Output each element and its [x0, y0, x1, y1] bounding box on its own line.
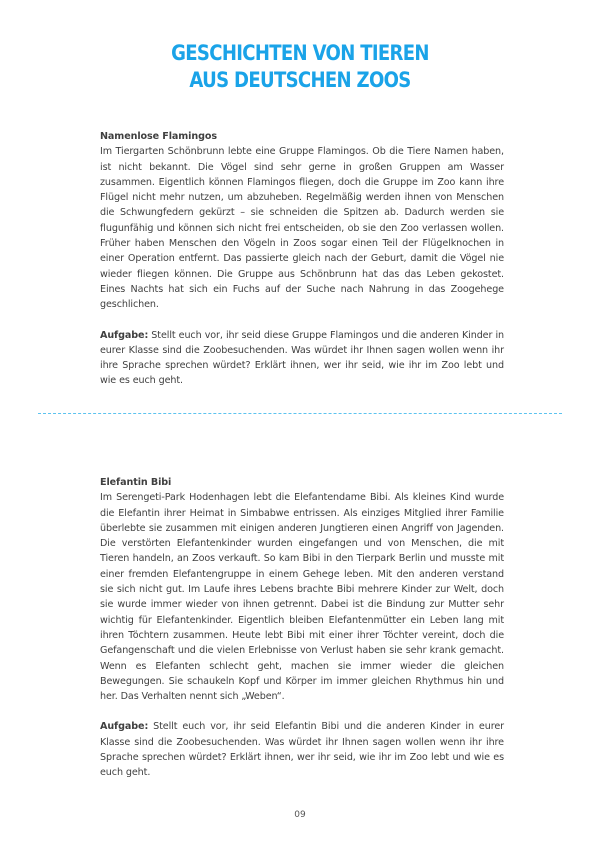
story-heading: Namenlose Flamingos	[100, 131, 217, 142]
page-title	[42, 40, 558, 94]
story-body: Im Tiergarten Schönbrunn lebte eine Gruppe Flamingos. Ob die Tiere Namen haben, ist nicht bekannt. Die Vögel sind sehr gerne in großen Gruppen am Wasser zusammen. Eigentlich können Flamingos fliegen, doch die Gruppe im Zoo kann ihre Flügel nicht mehr nutzen, um abzuheben. Regelmäßig werden ihnen von Menschen die Schwungfedern gekürzt – sie schneiden die Spitzen ab. Dadurch werden sie flugunfähig und können sich nicht frei entscheiden, ob sie den Zoo verlassen wollen. Früher haben Menschen den Vögeln in Zoos sogar einen Teil der Flügelknochen in einer Operation entfernt. Das passierte gleich nach der Geburt, damit die Vögel nie wieder fliegen können. Die Gruppe aus Schönbrunn hat das das Leben gekostet. Eines Nachts hat sich ein Fuchs auf der Suche nach Nahrung in das Zoogehege geschlichen.	[100, 146, 504, 311]
story-flamingos	[100, 129, 504, 389]
story-elefantin-bibi	[100, 475, 504, 781]
task-text: Stellt euch vor, ihr seid Elefantin Bibi und die anderen Kinder in eurer Klasse sind die Zoobesuchenden. Was würdet ihr Ihnen sagen wollen wenn ihr ihre Sprache sprechen würdet? Erklärt ihnen, wer ihr seid, wie ihr im Zoo lebt und wie es euch geht.	[100, 721, 504, 779]
story-heading: Elefantin Bibi	[100, 477, 172, 488]
task-text: Stellt euch vor, ihr seid diese Gruppe Flamingos und die anderen Kinder in eurer Klasse sind die Zoobesuchenden. Was würdet ihr Ihnen sagen wollen wenn ihr ihre Sprache sprechen würdet? Erklärt ihnen, wer ihr seid, wie ihr im Zoo lebt und wie es euch geht.	[100, 329, 504, 387]
section-divider	[38, 413, 562, 414]
task-label: Aufgabe:	[100, 329, 149, 341]
story-body: Im Serengeti-Park Hodenhagen lebt die Elefantendame Bibi. Als kleines Kind wurde die Elefantin ihrer Heimat in Simbabwe entrissen. Als einziges Mitglied ihrer Familie überlebte sie zusammen mit einigen anderen Jungtieren einen Angriff von Jagenden. Die verstörten Elefantenkinder wurden eingefangen und von Menschen, die mit Tieren handeln, an Zoos verkauft. So kam Bibi in den Tierpark Berlin und musste mit einer fremden Elefantengruppe in einem Gehege leben. Mit den anderen verstand sie sich nicht gut. Im Laufe ihres Lebens brachte Bibi mehrere Kinder zur Welt, doch sie wurde immer wieder von ihnen getrennt. Dabei ist die Bindung zur Mutter sehr wichtig für Elefantenkinder. Eigentlich bleiben Elefantenmütter ein Leben lang mit ihren Töchtern zusammen. Heute lebt Bibi mit einer ihrer Töchter vereint, doch die Gefangenschaft und die vielen Erlebnisse von Verlust haben sie sehr krank gemacht. Wenn es Elefanten schlecht geht, machen sie immer wieder die gleichen Bewegungen. Sie schaukeln Kopf und Körper im immer gleichen Rhythmus hin und her. Das Verhalten nennt sich „Weben“.	[100, 492, 504, 703]
task-paragraph	[100, 328, 504, 389]
task-label: Aufgabe:	[100, 721, 149, 733]
page-title-line-1: GESCHICHTEN VON TIEREN	[171, 41, 429, 65]
page-number: 09	[294, 810, 306, 820]
page-title-line-2: AUS DEUTSCHEN ZOOS	[189, 68, 411, 92]
task-paragraph	[100, 719, 504, 780]
